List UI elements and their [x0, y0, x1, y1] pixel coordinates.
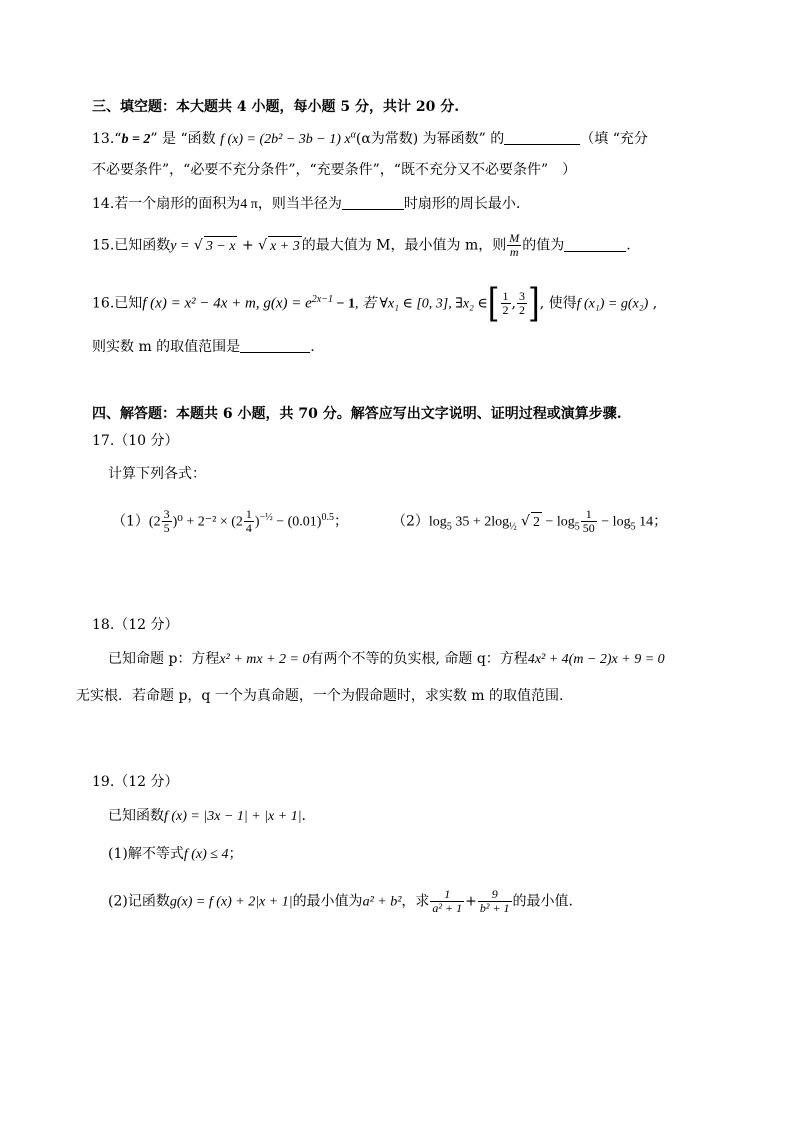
- q13-function: f (x) = (2b² − 3b − 1) x: [220, 132, 351, 147]
- answer-blank-16[interactable]: [240, 338, 310, 353]
- question-13: 13.“b = 2” 是 “函数 f (x) = (2b² − 3b − 1) $x^\alpha(\alpha$为常数) 为幂函数” 的 （填 “充分: [92, 129, 648, 147]
- radical-2: x + 3: [268, 236, 302, 257]
- answer-blank-15[interactable]: [564, 237, 626, 252]
- fraction-M-over-m: $\frac{M}{m}$: [509, 231, 520, 259]
- question-19-part-1: (1)解不等式f (x) ≤ 4；: [108, 846, 243, 862]
- q13-condition: b = 2: [121, 132, 151, 147]
- question-19-line-1: 已知函数f (x) = |3x − 1| + |x + 1|.: [108, 808, 306, 824]
- question-17-instruction: 计算下列各式：: [108, 466, 206, 482]
- section-3-heading: 三、填空题：本大题共 4 小题，每小题 5 分，共计 20 分.: [92, 99, 460, 115]
- question-17-part-2: $(2)\log_5$ $35 + 2\log_{\frac{1}{2}}$ √ $2 - \log_5$ $\frac{1}{50}$ − $\log_5 14$；: [392, 507, 668, 535]
- question-14: 14.若一个扇形的面积为4 π，则当半径为 时扇形的周长最小.: [92, 196, 521, 212]
- question-16-line-2: 则实数 m 的取值范围是 .: [92, 339, 315, 355]
- question-18-line-2: 无实根．若命题 p，q 一个为真命题，一个为假命题时，求实数 m 的取值范围.: [76, 688, 564, 704]
- section-4-heading: 四、解答题：本题共 6 小题，共 70 分。解答应写出文字说明、证明过程或演算步骤.: [92, 406, 622, 422]
- question-17-header: 17.（10 分）: [92, 433, 179, 449]
- question-18-header: 18.（12 分）: [92, 617, 179, 633]
- question-13-line-2: 不必要条件”，“必要不充分条件”，“充要条件”，“既不充分又不必要条件” ）: [92, 162, 577, 178]
- question-17-part-1: （1）(2 $\frac{3}{5}$ )⁰ + 2⁻² × (2 $\frac{1}{4}$ )$^{-\frac{1}{2}} - (0.01)^{0.5}$；: [112, 507, 348, 535]
- question-19-part-2: (2)记函数g(x) = f (x) + 2|x + 1|的最小值为a² + b²，求 $\frac{1}{\text{a² + 1}}$ + $\frac{9}{\text{b² + 1}}$ 的最小值.: [108, 887, 573, 915]
- answer-blank-14[interactable]: [342, 195, 404, 210]
- question-16: 16.已知f (x) = x² − 4x + m, $g(x) = e^{2x-1} - 1$, 若 ∀x₁ ∈ [0, 3], ∃x₂ ∈[ $\frac{1}{2}$ , $\frac{3}{2}$ ], 使得f (x₁) = g(x₂) ,: [92, 281, 658, 327]
- question-19-header: 19.（12 分）: [92, 774, 179, 790]
- radical-1: 3 − x: [204, 236, 238, 257]
- question-18-line-1: 已知命题 p：方程x² + mx + 2 = 0有两个不等的负实根, 命题 q：方程4x² + 4(m − 2)x + 9 = 0: [108, 651, 665, 667]
- question-15: 15.已知函数y = √ 3 − x + √ x + 3 的最大值为 M，最小值为 m，则 $\frac{M}{m}$ 的值为 .: [92, 231, 631, 259]
- answer-blank-13[interactable]: [504, 130, 580, 145]
